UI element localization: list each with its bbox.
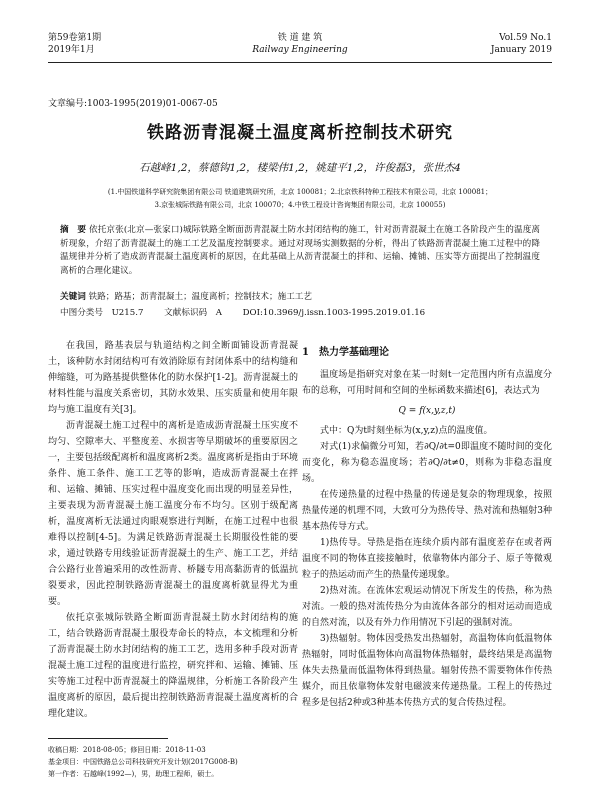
body-right-column — [302, 345, 552, 711]
footnotes — [48, 744, 298, 780]
affiliation-line: 3.京张城际铁路有限公司，北京 100070；4.中铁工程设计咨询集团有限公司，北京 100055) — [154, 201, 446, 209]
journal-name: 铁 道 建 筑 — [277, 33, 323, 43]
clc-number: 中图分类号 U215.7 — [60, 308, 144, 318]
body-paragraph: 沥青混凝土施工过程中的离析是造成沥青混凝土压实度不均匀、空隙率大、平整度差、水损害等早期破坏的重要原因之一，主要包括级配离析和温度离析2类。温度离析是指由于环境条件、施工条件、施工工艺等的影响，造成沥青混凝土在拌和、运输、摊铺、压实过程中温度变化而出现的明显差异性，主要表现为沥青混凝土施工温度分布不均匀。区别于级配离析，温度离析无法通过肉眼观察进行判断，在施工过程中也很难得以控制[4-5]。为满足铁路沥青混凝土长期服役性能的要求，通过铁路专用线验证沥青混凝土的生产、施工工艺，并结合公路行业普遍采用的改性沥青、桥隧专用高黏沥青的低温抗裂要求，因此控制铁路沥青混凝土的温度离析就显得尤为重要。 — [48, 421, 298, 607]
journal-name-en: Railway Engineering — [252, 45, 348, 55]
body-paragraph: 1)热传导。导热是指在连续介质内部有温度差存在或者两温度不同的物体直接接触时，依靠物体内部分子、原子等微观粒子的热运动而产生的热量传递现象。 — [302, 538, 552, 580]
body-paragraph: 温度场是指研究对象在某一时刻t一定范围内所有点温度分布的总称，可用时间和空间的坐标函数来描述[6]，表达式为 — [302, 370, 552, 396]
keywords — [60, 290, 540, 302]
volume-issue: 第59卷第1期 — [48, 33, 102, 43]
body-left-column — [48, 338, 298, 722]
classification-meta — [60, 306, 540, 318]
received-date: 收稿日期：2018-08-05；修回日期：2018-11-03 — [48, 746, 206, 754]
publication-date-en: January 2019 — [490, 45, 552, 55]
volume-issue-en: Vol.59 No.1 — [499, 33, 552, 43]
body-paragraph: 式中：Q为t时刻坐标为(x,y,z)点的温度值。 — [320, 426, 493, 436]
section-heading: 1 热力学基础理论 — [302, 347, 389, 358]
author-list: 石越峰1,2，蔡德钩1,2，楼梁伟1,2，姚建平1,2，许俊磊3，张世杰4 — [139, 162, 461, 174]
article-number: 文章编号:1003-1995(2019)01-0067-05 — [48, 99, 218, 109]
abstract-text: 依托京张(北京—张家口)城际铁路全断面沥青混凝土防水封闭结构的施工，针对沥青混凝土在施工各阶段产生的温度离析现象，介绍了沥青混凝土的施工工艺及温度控制要求。通过对现场实测数据的分析，得出了铁路沥青混凝土施工过程中的降温规律并分析了造成沥青混凝土温度离析的原因，在此基础上从沥青混凝土的拌和、运输、摊铺、压实等方面提出了控制温度离析的合理化建议。 — [60, 225, 540, 276]
paper-title: 铁路沥青混凝土温度离析控制技术研究 — [147, 123, 453, 143]
header-right — [491, 32, 552, 56]
abstract-label: 摘 要 — [60, 225, 87, 235]
affiliations — [60, 186, 540, 212]
document-code: 文献标识码 A — [164, 308, 222, 318]
doi: DOI:10.3969/j.issn.1003-1995.2019.01.16 — [242, 308, 426, 318]
abstract — [60, 224, 540, 278]
body-paragraph: 在传递热量的过程中热量的传递是复杂的物理现象，按照热量传递的机理不同，大致可分为热传导、热对流和热辐射3种基本热传导方式。 — [302, 490, 552, 532]
keywords-label: 关键词 — [60, 292, 86, 302]
header-rule — [48, 62, 552, 63]
footnote-rule — [48, 738, 168, 739]
equation: Q = f(x,y,z,t) — [398, 406, 456, 416]
author-bio: 第一作者：石越峰(1992—)，男，助理工程师，硕士。 — [48, 770, 219, 778]
header-center — [48, 32, 552, 56]
body-paragraph: 在我国，路基表层与轨道结构之间全断面铺设沥青混凝土，该种防水封闭结构可有效消除原有封闭体系中的结构缝和伸缩缝，可为路基提供整体化的防水保护[1-2]。沥青混凝土的材料性能与温度关系密切，其防水效果、压实质量和使用年限均与施工温度有关[3]。 — [48, 341, 298, 415]
keywords-text: 铁路；路基；沥青混凝土；温度离析；控制技术；施工工艺 — [88, 292, 312, 302]
body-paragraph: 3)热辐射。物体因受热发出热辐射，高温物体向低温物体热辐射，同时低温物体向高温物体热辐射，最终结果是高温物体失去热量而低温物体得到热量。辐射传热不需要物体作传热媒介，而且依靠物体发射电磁波来传递热量。工程上的传热过程多是包括2种或3种基本传热方式的复合传热过程。 — [302, 634, 552, 708]
affiliation-line: (1.中国铁道科学研究院集团有限公司 铁道建筑研究所，北京 100081；2.北京铁科特种工程技术有限公司，北京 100081； — [107, 188, 493, 196]
body-paragraph: 2)热对流。在流体宏观运动情况下所发生的传热，称为热对流。一般的热对流传热分为由流体各部分的相对运动而造成的自然对流，以及有外力作用情况下引起的强制对流。 — [302, 586, 552, 628]
body-paragraph: 对式(1)求偏微分可知，若∂Q/∂t=0即温度不随时间的变化而变化，称为稳态温度场；若∂Q/∂t≠0，则称为非稳态温度场。 — [302, 442, 552, 484]
publication-date: 2019年1月 — [48, 45, 95, 55]
body-paragraph: 依托京张城际铁路全断面沥青混凝土防水封闭结构的施工，结合铁路沥青混凝土服役寿命长的特点，本文梳理和分析了沥青混凝土防水封闭结构的施工工艺，选用多种手段对沥青混凝土施工过程的温度进行监控，研究拌和、运输、摊铺、压实等施工过程中沥青混凝土的降温规律，分析施工各阶段产生温度离析的原因，最后提出控制铁路沥青混凝土温度离析的合理化建议。 — [48, 613, 298, 719]
fund-info: 基金项目：中国铁路总公司科技研究开发计划(2017G008-B) — [48, 758, 238, 766]
